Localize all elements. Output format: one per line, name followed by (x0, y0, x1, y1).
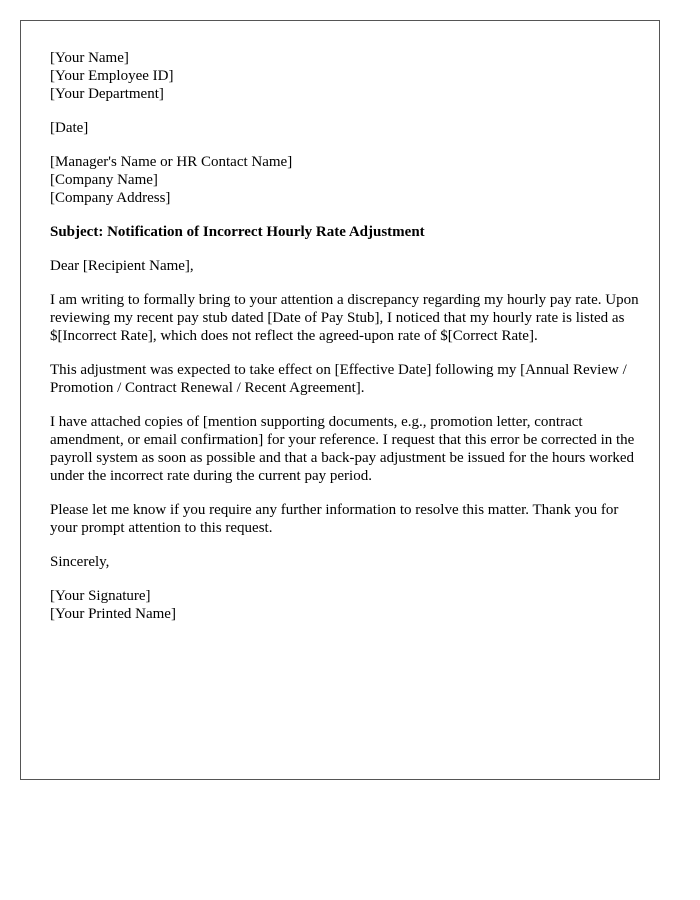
sender-employee-id: [Your Employee ID] (50, 68, 174, 84)
closing: Sincerely, (50, 554, 110, 570)
sender-department: [Your Department] (50, 86, 164, 102)
recipient-company: [Company Name] (50, 172, 158, 188)
recipient-block (50, 153, 640, 207)
recipient-address: [Company Address] (50, 190, 171, 206)
signature-block (50, 587, 640, 623)
date-block (50, 119, 640, 137)
signature-placeholder: [Your Signature] (50, 588, 151, 604)
recipient-name: [Manager's Name or HR Contact Name] (50, 154, 293, 170)
sender-block (50, 49, 640, 103)
body-paragraph-1: I am writing to formally bring to your attention a discrepancy regarding my hourly pay rate. Upon reviewing my recent pay stub dated [Date of Pay Stub], I noticed that my hourly rate is listed as $[Incorrect Rate], which does not reflect the agreed-upon rate of $[Correct Rate]. (50, 292, 639, 344)
printed-name: [Your Printed Name] (50, 606, 176, 622)
letter-frame (20, 20, 660, 780)
salutation: Dear [Recipient Name], (50, 258, 194, 274)
body-paragraph-3: I have attached copies of [mention supporting documents, e.g., promotion letter, contract amendment, or email confirmation] for your reference. I request that this error be corrected in the payroll system as soon as possible and that a back-pay adjustment be issued for the hours worked under the incorrect rate during the current pay period. (50, 414, 635, 484)
sender-name: [Your Name] (50, 50, 129, 66)
letter-body (50, 49, 640, 639)
letter-date: [Date] (50, 120, 89, 136)
subject-line: Subject: Notification of Incorrect Hourly Rate Adjustment (50, 224, 425, 240)
body-paragraph-4: Please let me know if you require any further information to resolve this matter. Thank you for your prompt attention to this request. (50, 502, 619, 536)
body-paragraph-2: This adjustment was expected to take effect on [Effective Date] following my [Annual Review / Promotion / Contract Renewal / Recent Agreement]. (50, 362, 627, 396)
